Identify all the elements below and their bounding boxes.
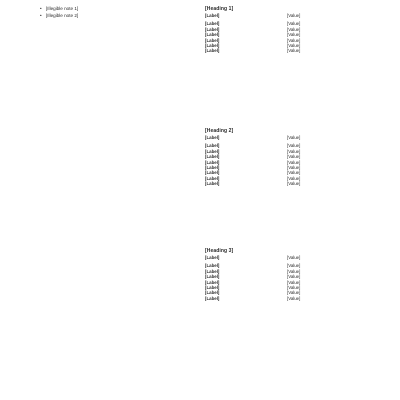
spec-label: [Label] <box>205 181 220 187</box>
spec-label: [Label] <box>205 268 220 274</box>
spec-label: [Label] <box>205 154 220 160</box>
spec-value: [Value] <box>287 263 301 269</box>
spec-block <box>205 248 365 301</box>
spec-row <box>205 13 365 18</box>
spec-label: [Label] <box>205 43 220 49</box>
spec-label: [Label] <box>205 143 220 149</box>
spec-label: [Label] <box>205 148 220 154</box>
spec-value: [Value] <box>287 290 301 296</box>
spec-label: [Label] <box>205 295 220 301</box>
spec-value: [Value] <box>287 170 301 176</box>
spec-row <box>205 255 365 260</box>
spec-value: [Value] <box>287 43 301 49</box>
note-item: • [Illegible note 2] <box>40 13 188 19</box>
spec-value: [Value] <box>287 268 301 274</box>
note-item: • [Illegible note 1] <box>40 6 188 12</box>
spec-label: [Label] <box>205 279 220 285</box>
spec-value: [Value] <box>287 274 301 280</box>
spec-label: [Label] <box>205 175 220 181</box>
spec-value: [Value] <box>287 48 301 54</box>
notes-list <box>40 6 188 20</box>
spec-value: [Value] <box>287 285 301 291</box>
spec-block <box>205 6 365 54</box>
spec-label: [Label] <box>205 290 220 296</box>
spec-row <box>205 296 365 301</box>
spec-label: [Label] <box>205 285 220 291</box>
spec-value: [Value] <box>287 175 301 181</box>
spec-label: [Label] <box>205 21 220 27</box>
spec-value: [Value] <box>287 181 301 187</box>
spec-value: [Value] <box>287 154 301 160</box>
spec-row <box>205 48 365 53</box>
spec-label: [Label] <box>205 159 220 165</box>
spec-value: [Value] <box>287 135 301 140</box>
spec-value: [Value] <box>287 295 301 301</box>
spec-value: [Value] <box>287 21 301 27</box>
spec-label: [Label] <box>205 37 220 43</box>
spec-label: [Label] <box>205 48 220 54</box>
spec-value: [Value] <box>287 255 301 260</box>
spec-label: [Label] <box>205 255 220 260</box>
spec-label: [Label] <box>205 135 220 140</box>
spec-value: [Value] <box>287 159 301 165</box>
spec-label: [Label] <box>205 170 220 176</box>
spec-label: [Label] <box>205 274 220 280</box>
spec-value: [Value] <box>287 143 301 149</box>
spec-label: [Label] <box>205 26 220 32</box>
spec-row <box>205 181 365 186</box>
spec-block <box>205 128 365 187</box>
spec-row <box>205 135 365 140</box>
spec-value: [Value] <box>287 26 301 32</box>
spec-value: [Value] <box>287 13 301 18</box>
spec-value: [Value] <box>287 148 301 154</box>
spec-label: [Label] <box>205 13 220 18</box>
spec-value: [Value] <box>287 37 301 43</box>
spec-value: [Value] <box>287 279 301 285</box>
spec-title: [Heading 1] <box>205 6 234 12</box>
spec-label: [Label] <box>205 165 220 171</box>
spec-value: [Value] <box>287 165 301 171</box>
spec-title: [Heading 2] <box>205 128 234 134</box>
spec-value: [Value] <box>287 32 301 38</box>
spec-label: [Label] <box>205 263 220 269</box>
spec-title: [Heading 3] <box>205 248 234 254</box>
spec-label: [Label] <box>205 32 220 38</box>
